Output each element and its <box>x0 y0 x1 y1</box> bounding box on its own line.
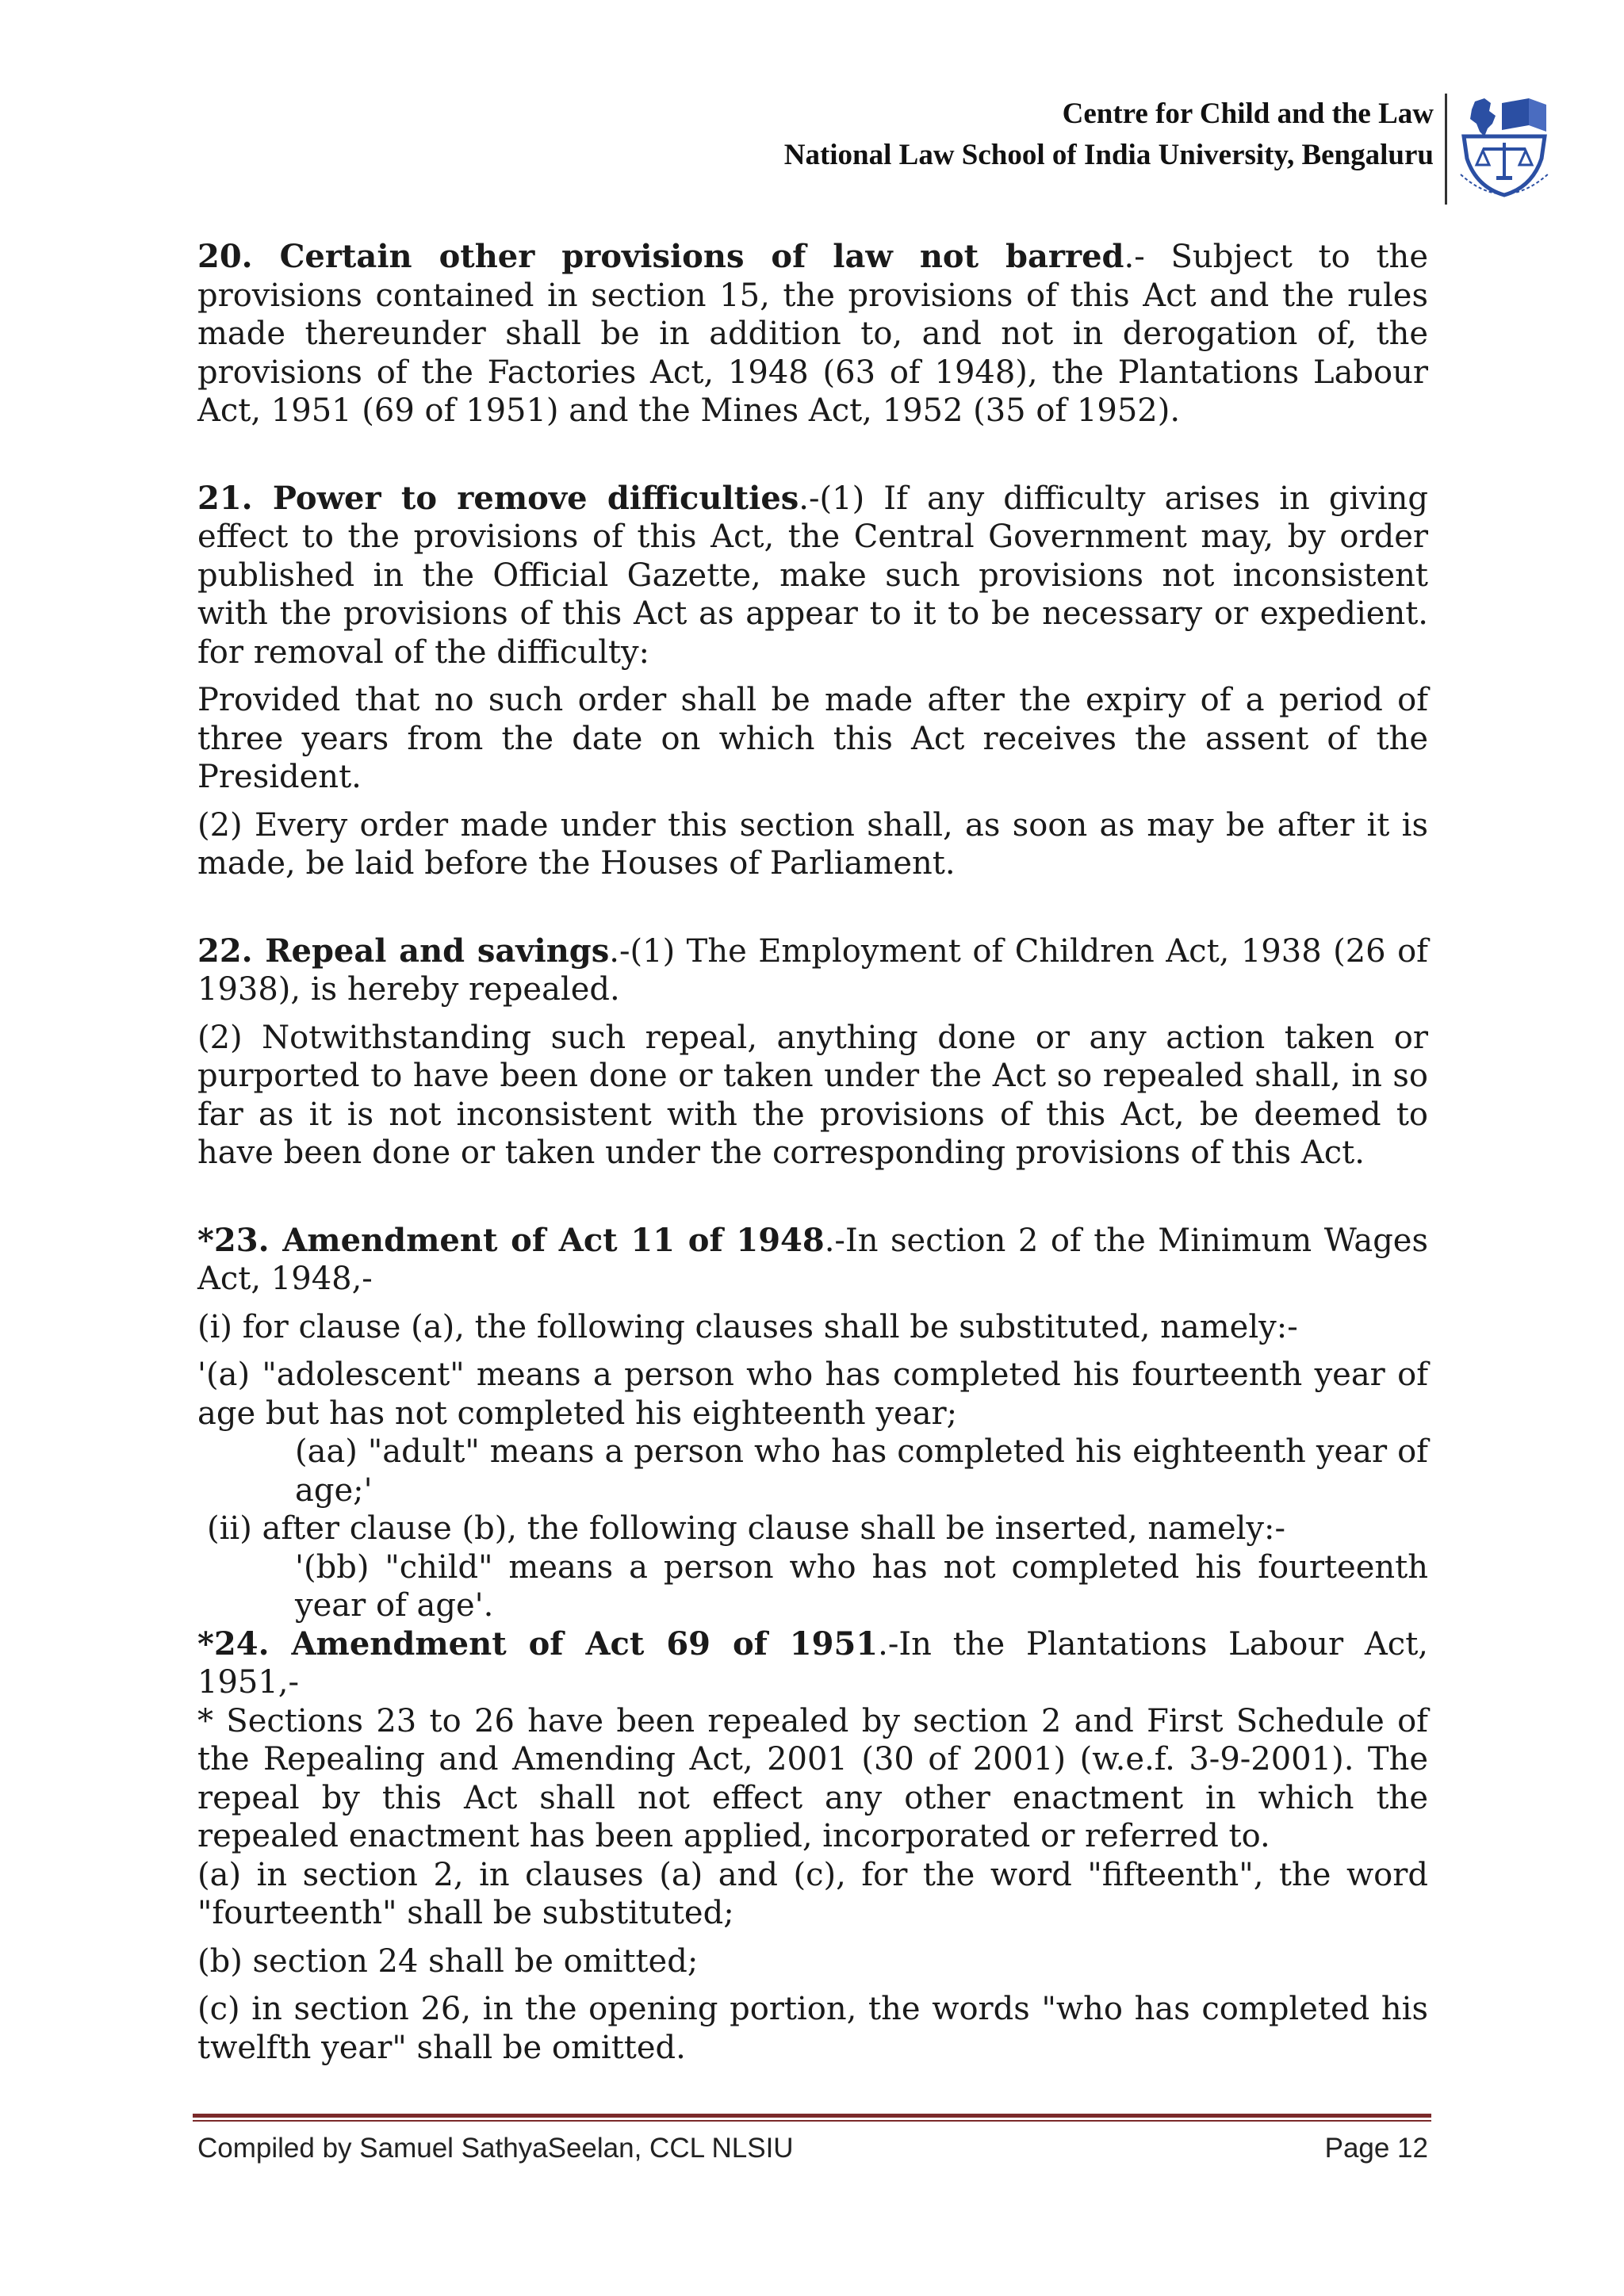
section-21-text-1: .-(1) If any difficulty arises in giving effect to the provisions of this Act, the Central Government may, by order published in the Official Gazette, make such provisions not inconsistent with the provisions of this Act as appear to it to be necessary or expedient. for removal of the difficulty: <box>197 480 1428 671</box>
section-22-title: 22. Repeal and savings <box>197 932 610 970</box>
section-21-proviso: Provided that no such order shall be made after the expiry of a period of three years from the date on which this Act receives the assent of the President. <box>197 682 1428 795</box>
section-24 <box>197 1625 1428 2068</box>
section-20 <box>197 238 1428 430</box>
footer-rule-thin <box>193 2120 1431 2122</box>
section-22 <box>197 932 1428 1173</box>
section-23 <box>197 1222 1428 1625</box>
header-line-1: Centre for Child and the Law <box>1062 98 1434 130</box>
header-divider <box>1445 94 1447 205</box>
nlsiu-emblem-icon <box>1453 95 1556 202</box>
section-23-clause-a: '(a) "adolescent" means a person who has completed his fourteenth year of age but has not completed his eighteenth year; <box>197 1357 1428 1432</box>
section-23-clause-ii: (ii) after clause (b), the following clause shall be inserted, namely:- <box>207 1510 1285 1547</box>
section-24-clause-a: (a) in section 2, in clauses (a) and (c), for the word "fifteenth", the word "fourteenth" shall be substituted; <box>197 1856 1428 1931</box>
section-23-clause-aa: (aa) "adult" means a person who has completed his eighteenth year of age;' <box>295 1433 1428 1509</box>
section-23-title: *23. Amendment of Act 11 of 1948 <box>197 1221 825 1259</box>
page-header <box>784 94 1434 176</box>
header-line-2: National Law School of India University, Bengaluru <box>783 139 1434 171</box>
section-23-text-1: .-In section 2 of the Minimum Wages Act, 1948,- <box>197 1222 1428 1297</box>
section-24-clause-b: (b) section 24 shall be omitted; <box>197 1942 699 1980</box>
section-23-clause-i: (i) for clause (a), the following clauses shall be substituted, namely:- <box>197 1308 1298 1345</box>
page-number: Page 12 <box>1324 2133 1428 2164</box>
section-23-clause-bb: '(bb) "child" means a person who has not completed his fourteenth year of age'. <box>295 1548 1428 1624</box>
section-24-footnote: * Sections 23 to 26 have been repealed by section 2 and First Schedule of the Repealing and Amending Act, 2001 (30 of 2001) (w.e.f. 3-9-2001). The repeal by this Act shall not effect any other enactment in which the repealed enactment has been applied, incorporated or referred to. <box>197 1702 1428 1854</box>
footer-rule-thick <box>193 2114 1431 2118</box>
section-21 <box>197 480 1428 883</box>
footer-credit: Compiled by Samuel SathyaSeelan, CCL NLSIU <box>197 2133 794 2164</box>
section-22-text-1: .-(1) The Employment of Children Act, 1938 (26 of 1938), is hereby repealed. <box>197 932 1428 1008</box>
section-24-clause-c: (c) in section 26, in the opening portion, the words "who has completed his twelfth year" shall be omitted. <box>197 1991 1428 2066</box>
section-21-text-2: (2) Every order made under this section shall, as soon as may be after it is made, be laid before the Houses of Parliament. <box>197 806 1428 882</box>
section-22-text-2: (2) Notwithstanding such repeal, anything done or any action taken or purported to have been done or taken under the Act so repealed shall, in so far as it is not inconsistent with the provisions of this Act, be deemed to have been done or taken under the corresponding provisions of this Act. <box>197 1019 1428 1171</box>
section-20-title: 20. Certain other provisions of law not barred <box>197 238 1124 275</box>
section-24-text-1: .-In the Plantations Labour Act, 1951,- <box>197 1625 1428 1701</box>
document-body <box>197 238 1428 2067</box>
section-21-title: 21. Power to remove difficulties <box>197 479 799 517</box>
section-20-text: .- Subject to the provisions contained in section 15, the provisions of this Act and the rules made thereunder shall be in addition to, and not in derogation of, the provisions of the Factories Act, 1948 (63 of 1948), the Plantations Labour Act, 1951 (69 of 1951) and the Mines Act, 1952 (35 of 1952). <box>197 239 1428 429</box>
section-24-title: *24. Amendment of Act 69 of 1951 <box>197 1624 879 1663</box>
